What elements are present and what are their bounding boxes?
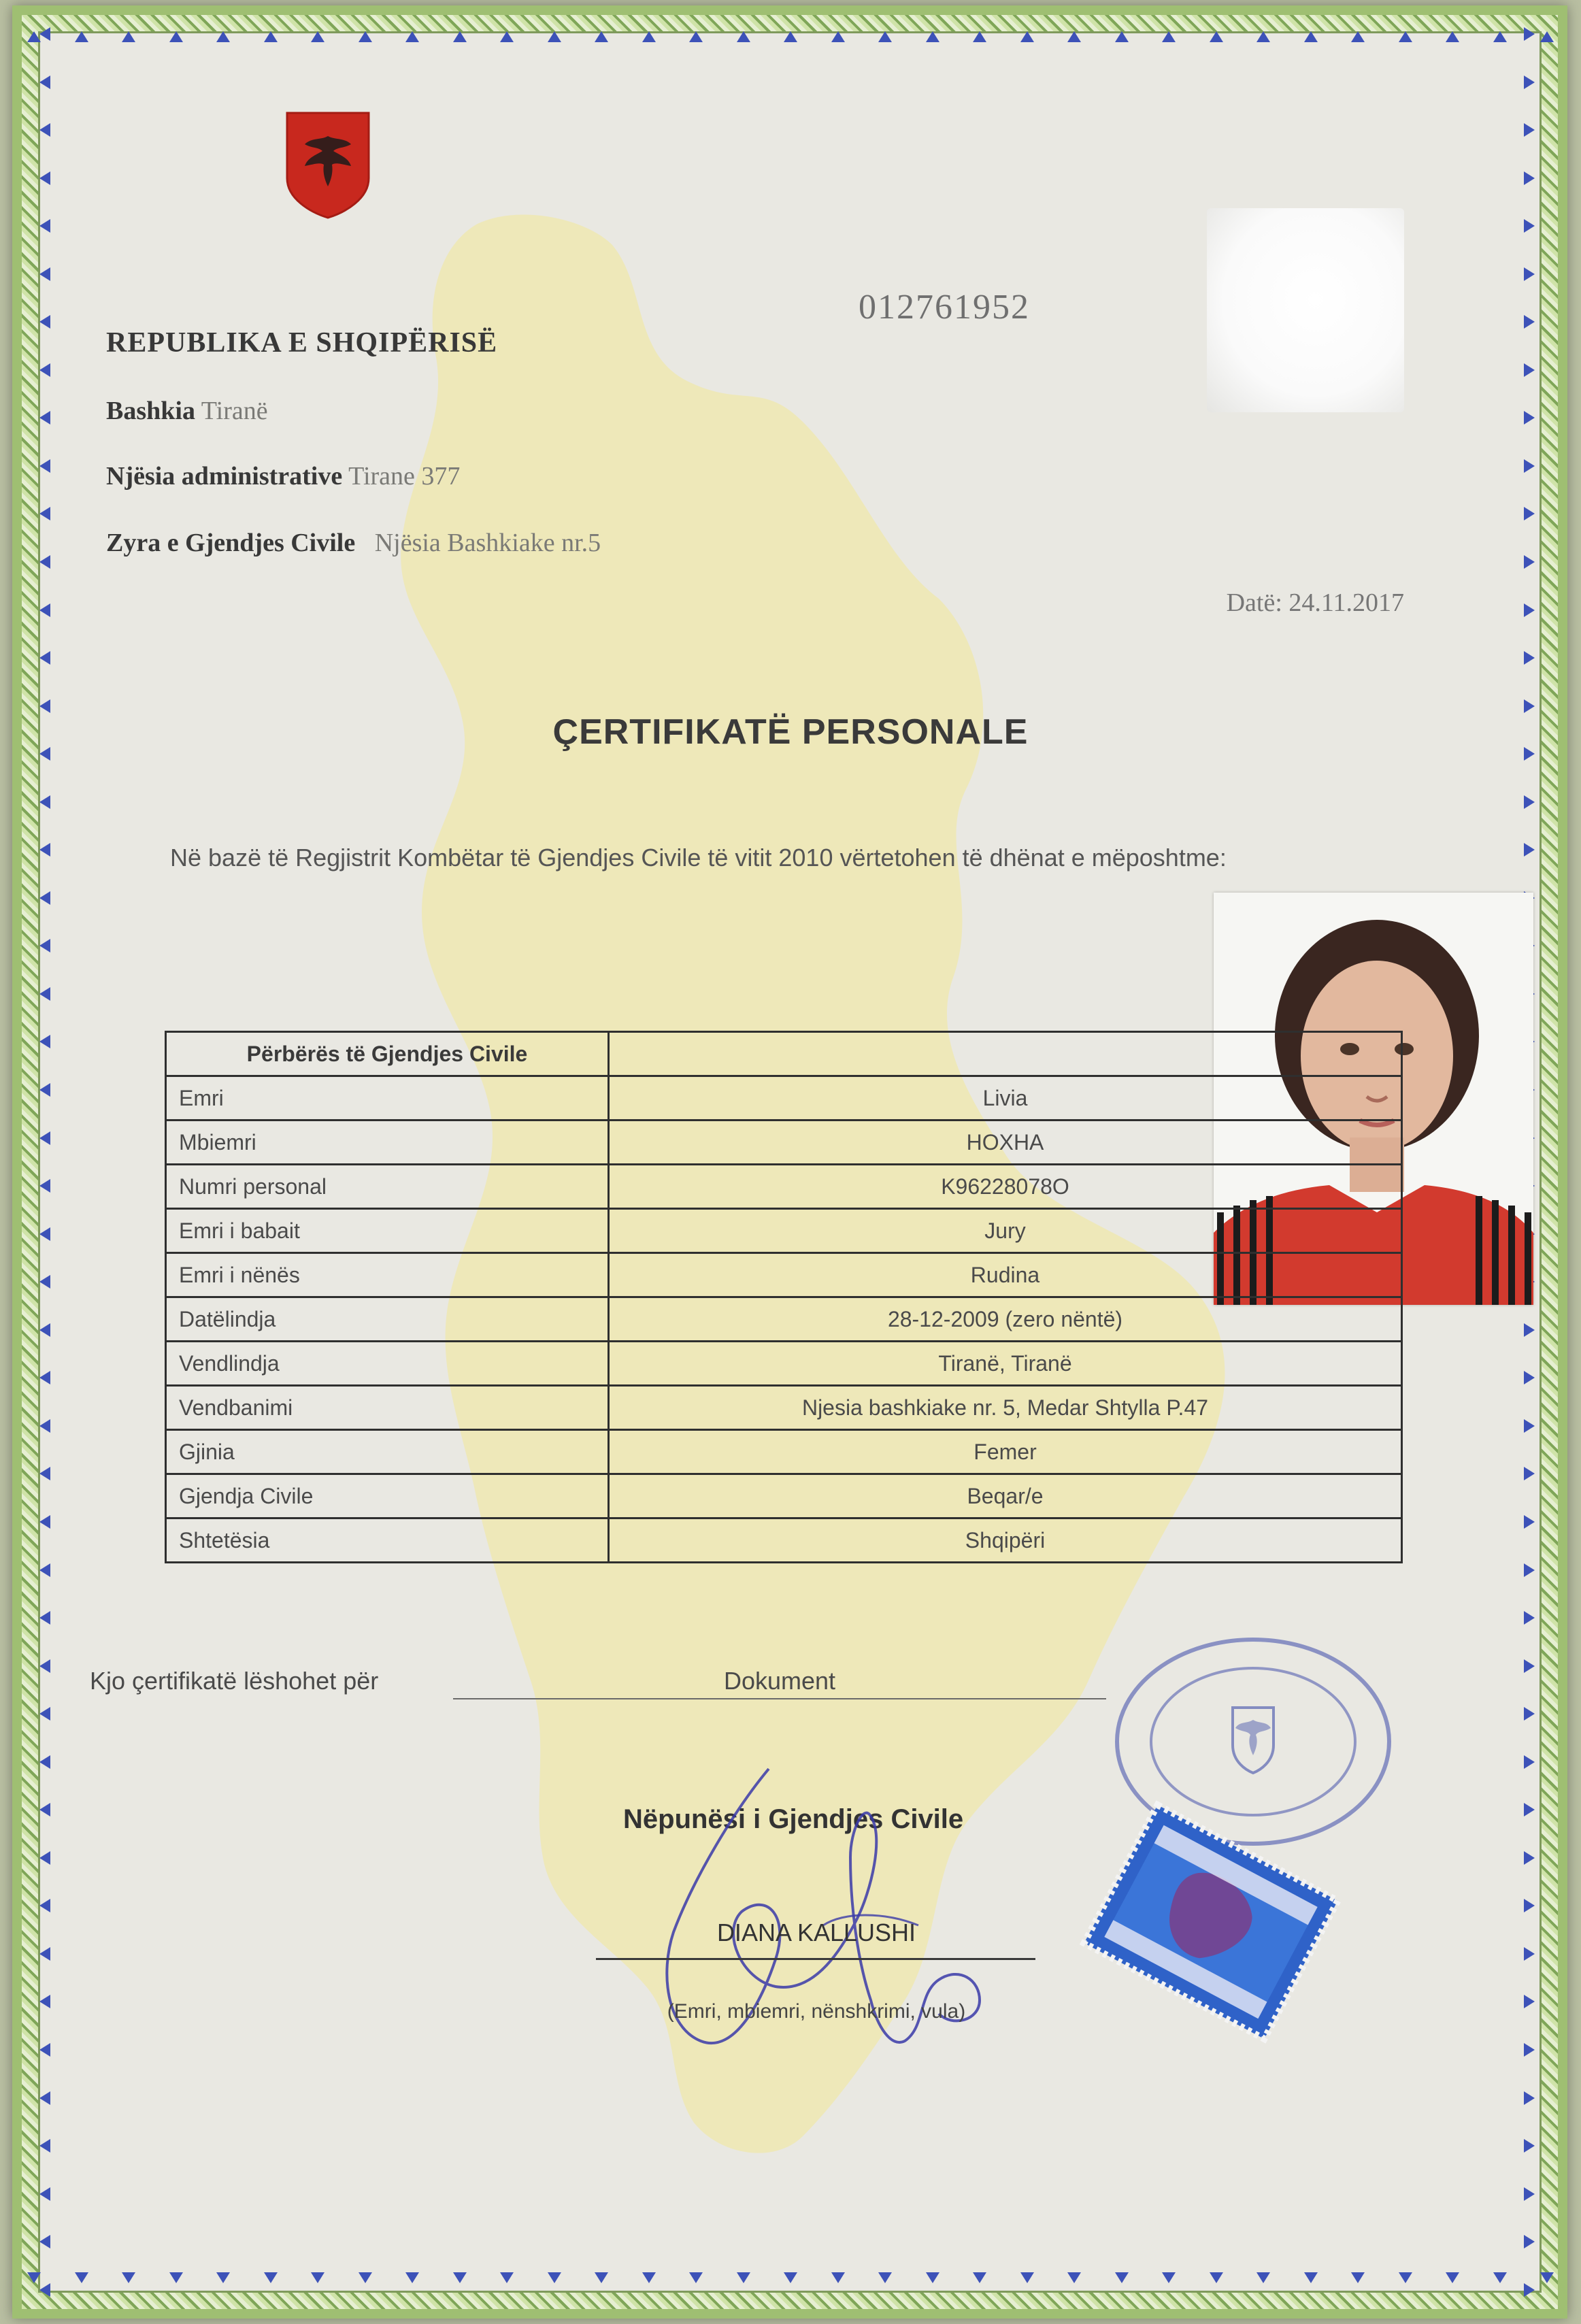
table-row xyxy=(166,1518,1402,1563)
issue-date: Datë: 24.11.2017 xyxy=(1226,588,1404,617)
signature-line xyxy=(596,1958,1035,1960)
office-line xyxy=(106,528,601,558)
municipality-line xyxy=(106,396,268,426)
albania-emblem-icon xyxy=(284,110,371,219)
officer-name: DIANA KALLUSHI xyxy=(716,1919,916,1946)
page-title: ÇERTIFIKATË PERSONALE xyxy=(552,712,1029,752)
row-value: Livia xyxy=(609,1076,1402,1120)
table-row xyxy=(166,1386,1402,1430)
serial-number: 012761952 xyxy=(859,288,1030,327)
row-value: K96228078O xyxy=(609,1165,1402,1209)
row-label: Vendbanimi xyxy=(166,1386,609,1430)
table-row xyxy=(166,1430,1402,1474)
row-label: Datëlindja xyxy=(166,1297,609,1342)
row-label: Gjendja Civile xyxy=(166,1474,609,1518)
row-value: 28-12-2009 (zero nëntë) xyxy=(609,1297,1402,1342)
row-value: HOXHA xyxy=(609,1120,1402,1165)
row-label: Emri xyxy=(166,1076,609,1120)
table-header-label: Përbërës të Gjendjes Civile xyxy=(166,1032,609,1076)
table-row xyxy=(166,1076,1402,1120)
purpose-underline xyxy=(453,1698,1106,1699)
row-value: Shqipëri xyxy=(609,1518,1402,1563)
table-row xyxy=(166,1165,1402,1209)
table-row xyxy=(166,1209,1402,1253)
admin-unit-line xyxy=(106,461,460,491)
row-value: Femer xyxy=(609,1430,1402,1474)
office-value: Njësia Bashkiake nr.5 xyxy=(374,529,601,557)
row-value: Njesia bashkiake nr. 5, Medar Shtylla P.47 xyxy=(609,1386,1402,1430)
signature-caption: (Emri, mbiemri, nënshkrimi, vula) xyxy=(667,2000,966,2023)
row-label: Shtetësia xyxy=(166,1518,609,1563)
purpose-value: Dokument xyxy=(723,1667,836,1695)
row-label: Vendlindja xyxy=(166,1342,609,1386)
table-row xyxy=(166,1474,1402,1518)
municipality-label: Bashkia xyxy=(106,397,195,425)
security-hologram xyxy=(1207,208,1404,412)
row-label: Mbiemri xyxy=(166,1120,609,1165)
table-row xyxy=(166,1253,1402,1297)
table-row xyxy=(166,1342,1402,1386)
row-label: Numri personal xyxy=(166,1165,609,1209)
municipality-value: Tiranë xyxy=(201,397,268,425)
purpose-label: Kjo çertifikatë lëshohet për xyxy=(90,1667,379,1695)
table-row xyxy=(166,1120,1402,1165)
admin-unit-label: Njësia administrative xyxy=(106,462,343,491)
table-header-blank xyxy=(609,1032,1402,1076)
row-value: Beqar/e xyxy=(609,1474,1402,1518)
admin-unit-value: Tirane 377 xyxy=(348,462,461,491)
row-label: Emri i nënës xyxy=(166,1253,609,1297)
row-value: Jury xyxy=(609,1209,1402,1253)
row-value: Rudina xyxy=(609,1253,1402,1297)
table-header-row xyxy=(166,1032,1402,1076)
republic-heading: REPUBLIKA E SHQIPËRISË xyxy=(106,327,498,359)
intro-text: Në bazë të Regjistrit Kombëtar të Gjendjes Civile të vitit 2010 vërtetohen të dhënat e mëposhtme: xyxy=(170,844,1227,872)
office-label: Zyra e Gjendjes Civile xyxy=(106,529,356,557)
row-label: Gjinia xyxy=(166,1430,609,1474)
tax-stamp-icon xyxy=(1061,1796,1361,2048)
row-label: Emri i babait xyxy=(166,1209,609,1253)
row-value: Tiranë, Tiranë xyxy=(609,1342,1402,1386)
table-row xyxy=(166,1297,1402,1342)
civil-status-table xyxy=(165,1031,1403,1563)
officer-title: Nëpunësi i Gjendjes Civile xyxy=(623,1804,964,1834)
